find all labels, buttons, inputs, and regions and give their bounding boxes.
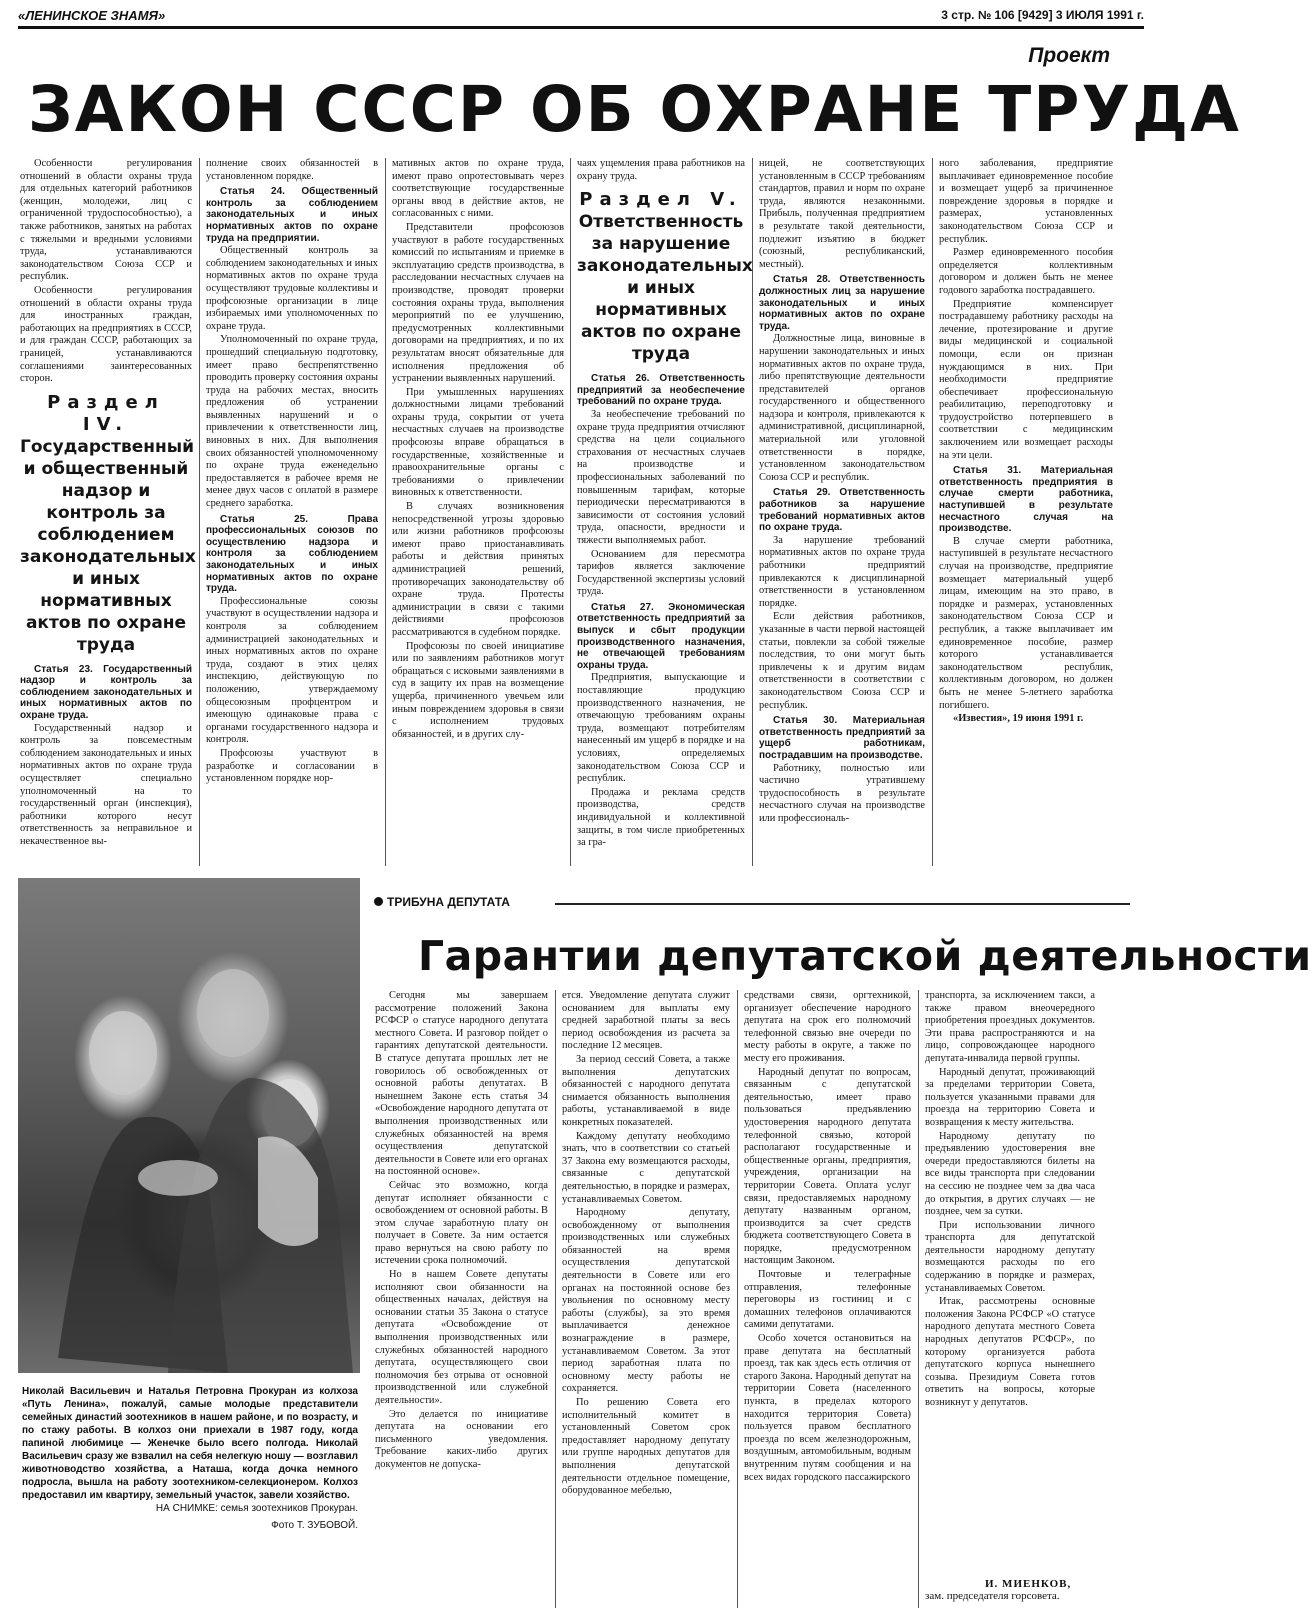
paragraph: Профессиональные союзы участвуют в осуществлении надзора и контроля за соблюдением администрацией законодательных и иных нормативных актов по охране труда, создают в этих целях инспекцию, действующую по положению, утверждаемому общесоюзным профцентром и имеющую одинаковые права с органами государственного надзора и контроля. (206, 595, 378, 746)
paragraph: Продажа и реклама средств производства, средств индивидуальной и коллективной защиты, в том числе приобретенных за гра- (577, 786, 745, 849)
paragraph: Государственный надзор и контроль за повсеместным соблюдением законодательных и иных нормативных актов по охране труда осуществляет специально уполномоченный на то государственный орган (инспекция), работники которого несут ответственность за неправильное и некачественное вы- (20, 722, 192, 847)
rubric-label: ТРИБУНА ДЕПУТАТА (387, 895, 510, 909)
paragraph: Работнику, полностью или частично утратившему трудоспособность в результате несчастного случая на производстве или профессиональ- (759, 762, 925, 824)
paragraph: Особенности регулирования отношений в области охраны труда для иностранных граждан, работающих на предприятиях в СССР, и для граждан СССР, работающих за границей, устанавливаются соглашениями заинтересованных сторон. (20, 284, 192, 385)
law-headline: ЗАКОН СССР ОБ ОХРАНЕ ТРУДА (28, 73, 1241, 146)
section-title: Государственный и общественный надзор и контроль за соблюдением законодательных и иных нормативных актов по охране труда (20, 436, 196, 655)
caption-na-snimke: НА СНИМКЕ: семья зоотехников Прокуран. (155, 1503, 358, 1514)
paragraph: Если действия работников, указанные в части первой настоящей статьи, повлекли за собой тяжелые последствия, то они могут быть привлечены к и другим видам ответственности в соответствии с законодательством Союза ССР и республик. (759, 611, 925, 711)
column-divider (570, 158, 571, 866)
paragraph: полнение своих обязанностей в установленном порядке. (206, 158, 378, 182)
paragraph: Это делается по инициативе депутата на основании его письменного уведомления. Требование каких-либо других документов не допуска- (375, 1408, 548, 1470)
paragraph: Каждому депутату необходимо знать, что в соответствии со статьей 37 Закона ему возмещаются расходы, связанные с депутатской деятельностью, в порядке и размерах, устанавливаемых Советом. (562, 1130, 730, 1205)
article-title: Статья 29. Ответственность работников за нарушение требований нормативных актов по охране труда. (759, 487, 925, 534)
issue-info: 3 стр. № 106 [9429] 3 ИЮЛЯ 1991 г. (941, 8, 1144, 22)
author-title: зам. председателя горсовета. (925, 1590, 1060, 1602)
law-column-6 (939, 158, 1113, 866)
article-title: Статья 26. Ответственность предприятий за необеспечение требований по охране труда. (577, 373, 745, 408)
section-number: Раздел V. (579, 189, 743, 211)
column-divider (555, 990, 556, 1608)
photo-illustration (18, 878, 360, 1373)
paragraph: В случае смерти работника, наступившей в результате несчастного случая на производстве, предприятие возмещает материальный ущерб лицам, имеющим на это право, в порядке и размерах, установленных законодательством Союза ССР и республик, а также выплачивает им единовременное пособие, размер которого устанавливается законодательством республик, коллективным договором, но должен быть не менее 5-летнего заработка погибшего. (939, 535, 1113, 711)
paragraph: Предприятие компенсирует пострадавшему работнику расходы на лечение, протезирование и другие виды медицинской и социальной помощи, если он признан нуждающимся в них. При необходимости предприятие обеспечивает профессиональную реабилитацию, переподготовку и трудоустройство потерпевшего в соответствии с медицинским заключением или возмещает расходы на эти цели. (939, 298, 1113, 461)
paragraph: Итак, рассмотрены основные положения Закона РСФСР «О статусе народного депутата местного Совета народных депутатов РСФСР», по которому организуется работа депутатского корпуса нынешнего созыва. Президиум Совета готов ответить на вопросы, которые возникнут у депутатов. (925, 1296, 1095, 1408)
section-number: Раздел IV. (47, 391, 165, 435)
article-title: Статья 23. Государственный надзор и контроль за соблюдением законодательных и иных нормативных актов по охране труда. (20, 663, 192, 722)
bullet-icon (374, 897, 383, 906)
paragraph: ется. Уведомление депутата служит основанием для выплаты ему средней заработной платы за весь период освобождения из расчета за последние 12 месяцев. (562, 990, 730, 1052)
paragraph: Но в нашем Совете депутаты исполняют свои обязанности на общественных началах, действуя на основании статьи 35 Закона о статусе депутата «Освобождение от выполнения производственных или служебных обязанностей народного депутата, осуществляющего свои полномочия без отрыва от основной производственной или служебной деятельности». (375, 1269, 548, 1406)
article-title: Статья 25. Права профессиональных союзов по осуществлению надзора и контроля за соблюдением законодательных и иных нормативных актов по охране труда. (206, 513, 378, 595)
paragraph: Предприятия, выпускающие и поставляющие продукцию производственного назначения, не отвечающую требованиям охраны труда, возмещают потребителям нанесенный им ущерб в порядке и на условиях, определяемых законодательством Союза ССР и республик. (577, 672, 745, 785)
rubric-rule (555, 903, 1130, 905)
newspaper-name: «ЛЕНИНСКОЕ ЗНАМЯ» (18, 8, 166, 23)
paragraph: Народному депутату, освобожденному от выполнения производственных или служебных обязанностей на время осуществления депутатской деятельности в Совете или его органах на постоянной основе без увольнения по основному месту работы (службы), за это время выплачивается денежное вознаграждение в размере, устанавливаемом Советом. За этот период заработная плата по основному месту работы не сохраняется. (562, 1207, 730, 1395)
paragraph: Уполномоченный по охране труда, прошедший специальную подготовку, имеет право беспрепятственно проводить проверку состояния охраны труда на рабочих местах, вносить предложения об устранении выявленных нарушений и о привлечении к ответственности лиц, виновных в них. Для выполнения своих обязанностей уполномоченному по охране труда еженедельно предоставляется в рабочее время не менее двух часов с оплатой в размере среднего заработка. (206, 334, 378, 510)
paragraph: Профсоюзы участвуют в разработке и согласовании в установленном порядке нор- (206, 747, 378, 785)
paragraph: Особенности регулирования отношений в области охраны труда для отдельных категорий работников (женщин, молодежи, лиц с ограниченной трудоспособностью), а также работников, занятых на работах с тяжелыми и вредными условиями труда, устанавливаются законодательством Союза ССР и республик. (20, 158, 192, 283)
paragraph: За период сессий Совета, а также выполнения депутатских обязанностей с народного депутата снимается обязанность выполнения работы, устанавливаемой в виде конкретных показателей. (562, 1053, 730, 1128)
masthead (18, 6, 1144, 29)
paragraph: ного заболевания, предприятие выплачивает единовременное пособие и возмещает ущерб за причиненное повреждение здоровья в порядке и размерах, установленных законодательством Союза ССР и республик. (939, 158, 1113, 245)
paragraph: Размер единовременного пособия определяется коллективным договором и должен быть не менее годового заработка пострадавшего. (939, 247, 1113, 296)
article-headline: Гарантии депутатской деятельности (418, 932, 1312, 980)
article-title: Статья 28. Ответственность должностных лиц за нарушение законодательных и иных нормативных актов по охране труда. (759, 274, 925, 332)
article-title: Статья 24. Общественный контроль за соблюдением законодательных и иных нормативных актов по охране труда на предприятии. (206, 186, 378, 244)
section-5-heading (577, 189, 753, 365)
draft-label: Проект (1028, 44, 1110, 67)
paragraph: В случаях возникновения непосредственной угрозы здоровью или жизни работников профсоюзы имеют право приостанавливать работы и действия принятых администрацией решений, противоречащих законодательству об охране труда. Протесты администрации в связи с такими действиями профсоюзов рассматриваются в судебном порядке. (392, 501, 564, 638)
author-signature (925, 1578, 1072, 1602)
paragraph: Общественный контроль за соблюдением законодательных и иных нормативных актов по охране труда осуществляют трудовые коллективы и профсоюзные организации в лице избираемых ими уполномоченных по охране труда. (206, 245, 378, 332)
column-divider (918, 990, 919, 1608)
article-title: Статья 30. Материальная ответственность предприятий за ущерб работникам, пострадавшим на производстве. (759, 715, 925, 761)
tribune-column-1 (375, 990, 548, 1610)
paragraph: За нарушение требований нормативных актов по охране труда работники предприятий привлекаются к дисциплинарной ответственности в установленном порядке. (759, 534, 925, 609)
paragraph: Представители профсоюзов участвуют в работе государственных комиссий по испытаниям и приемке в эксплуатацию средств производства, в расследовании несчастных случаев на производстве, проводят проверки состояния охраны труда, выполнения мероприятий по ее улучшению, предусмотренных коллективными договорами на предприятиях, и по их результатам вносят обязательные для исполнения предложения об устранении выявленных нарушений. (392, 221, 564, 385)
paragraph: Сейчас это возможно, когда депутат исполняет обязанности с освобождением от основной работы. В этом случае заработную плату он получает в Совете. За ним остается право вернуться на свою работу по истечении срока полномочий. (375, 1179, 548, 1267)
source-citation: «Известия», 19 июня 1991 г. (953, 713, 1084, 725)
paragraph: ницей, не соответствующих установленным в СССР требованиям стандартов, правил и норм по охране труда, являются незаконными. Прибыль, полученная предприятием в результате такой деятельности, подлежит изъятию в бюджет (союзный, республиканский, местный). (759, 158, 925, 270)
law-column-3 (392, 158, 564, 866)
paragraph: Основанием для пересмотра тарифов является заключение Государственной экспертизы условий труда. (577, 548, 745, 598)
author-name: И. МИЕНКОВ, (985, 1578, 1072, 1590)
tribune-column-3 (744, 990, 911, 1610)
paragraph: мативных актов по охране труда, имеют право опротестовывать через соответствующие государственные органы ввод в действие актов, не согласованных с ними. (392, 158, 564, 220)
paragraph: Особо хочется остановиться на праве депутата на бесплатный проезд, так как здесь есть отличия от старого Закона. Народный депутат на территории Совета (населенного пункта, в пределах которого находится территория Совета) пользуется правом бесплатного проезда по всем железнодорожным, воздушным, автомобильным, водным внутренним путям сообщения и на всех видах городского пассажирского (744, 1333, 911, 1483)
article-title: Статья 31. Материальная ответственность предприятия в случае смерти работника, наступившей в результате несчастного случая на производстве. (939, 465, 1113, 535)
rubric (374, 895, 510, 909)
photo-caption (22, 1385, 358, 1532)
paragraph: За необеспечение требований по охране труда предприятия отчисляют средства на цели социального страхования от несчастных случаев на производстве и профессиональных заболеваний по повышенным тарифам, которые периодически пересматриваются в зависимости от состояния условий труда, опасности, вредности и тяжести выполняемых работ. (577, 408, 745, 546)
law-column-1 (20, 158, 196, 866)
paragraph: При умышленных нарушениях должностными лицами требований охраны труда, сокрытии от учета несчастных случаев на производстве профсоюзы вправе обращаться в государственные, хозяйственные и правоохранительные органы с требованиями о привлечении виновных к ответственности. (392, 386, 564, 499)
paragraph: Народному депутату по предъявлению удостоверения вне очереди предоставляются билеты на все виды транспорта при следовании на сессию не позднее чем за два часа до открытия, в других случаях — не позднее, чем за сутки. (925, 1130, 1095, 1218)
tribune-column-2 (562, 990, 730, 1610)
paragraph: Должностные лица, виновные в нарушении законодательных и иных нормативных актов по охране труда, либо препятствующие деятельности представителей органов государственного и общественного надзора и контроля, привлекаются к административной, дисциплинарной, материальной или уголовной ответственности в порядке, установленном законодательством Союза ССР и республик. (759, 333, 925, 483)
paragraph: средствами связи, оргтехникой, организует обеспечение народного депутата на срок его полномочий телефонной связью вне очереди по месту работы в округе, а также по месту его проживания. (744, 990, 911, 1064)
column-divider (737, 990, 738, 1608)
article-title: Статья 27. Экономическая ответственность предприятий за выпуск и сбыт продукции производственного назначения, не отвечающей требованиям охраны труда. (577, 601, 745, 671)
paragraph: Почтовые и телеграфные отправления, телефонные переговоры из гостиниц и с домашних телефонов оплачиваются самими депутатами. (744, 1269, 911, 1331)
paragraph: Народный депутат по вопросам, связанным с депутатской деятельностью, имеет право пользоваться предъявлению удостоверения народного депутата телефонной связью, которой располагают государственные и общественные органы, предприятия, учреждения, организации на территории Совета. Оплата услуг связи, предоставляемых народному депутату названным органом, производится за счет средств бюджета соответствующего Совета в порядке, предусмотренном настоящим Законом. (744, 1066, 911, 1267)
law-column-4 (577, 158, 753, 866)
law-column-2 (206, 158, 378, 866)
paragraph: По решению Совета его исполнительный комитет в установленный Советом срок предоставляет народному депутату или группе народных депутатов для выполнения депутатской деятельности отдельное помещение, оборудованное мебелью, (562, 1397, 730, 1497)
column-divider (932, 158, 933, 866)
paragraph: При использовании личного транспорта для депутатской деятельности народному депутату возмещаются расходы по его содержанию в порядке и размерах, устанавливаемых Советом. (925, 1219, 1095, 1294)
caption-text: Николай Васильевич и Наталья Петровна Прокуран из колхоза «Путь Ленина», пожалуй, самые молодые представители семейных династий зоотехников в нашем районе, и по возрасту, и по стажу работы. В колхоз они приехали в 1987 году, когда папиной любимице — Женечке было всего полгода. Николай Васильевич сразу же взвалил на себя нелегкую ношу — возглавил животноводство хозяйства, а Наташа, когда дочка немного подросла, вышла на работу зоотехником-селекционером. Колхоз предоставил им квартиру, земельный участок, завели хозяйство. (22, 1386, 358, 1501)
section-title: Ответственность за нарушение законодательных и иных нормативных актов по охране труда (577, 212, 753, 365)
paragraph: Сегодня мы завершаем рассмотрение положений Закона РСФСР о статусе народного депутата местного Совета. И разговор пойдет о гарантиях депутатской деятельности. В статусе депутата прошлых лет не говорилось об освобожденных от основной работы депутатах. В нынешнем Законе есть статья 34 «Освобождение народного депутата от выполнения производственных или служебных обязанностей на время осуществления депутатской деятельности в Совете или его органах на постоянной основе». (375, 990, 548, 1178)
family-photo (18, 878, 360, 1373)
paragraph: транспорта, за исключением такси, а также правом внеочередного приобретения проездных документов. Эти права распространяются и на лицо, сопровождающее народного депутата-инвалида первой группы. (925, 990, 1095, 1064)
column-divider (385, 158, 386, 866)
column-divider (199, 158, 200, 866)
section-4-heading (20, 391, 196, 656)
paragraph: чаях ущемления права работников на охрану труда. (577, 158, 745, 182)
tribune-column-4 (925, 990, 1095, 1590)
law-column-5 (759, 158, 925, 866)
paragraph: Профсоюзы по своей инициативе или по заявлениям работников могут обращаться с исковыми заявлениями в суд в защиту их прав на возмещение ущерба, причиненного увечьем или иным повреждением здоровья в связи с исполнением трудовых обязанностей, и в других слу- (392, 640, 564, 740)
paragraph: Народный депутат, проживающий за пределами территории Совета, пользуется указанными правами для проезда на территорию Совета и возвращения к месту жительства. (925, 1066, 1095, 1128)
photo-credit: Фото Т. ЗУБОВОЙ. (271, 1520, 358, 1531)
